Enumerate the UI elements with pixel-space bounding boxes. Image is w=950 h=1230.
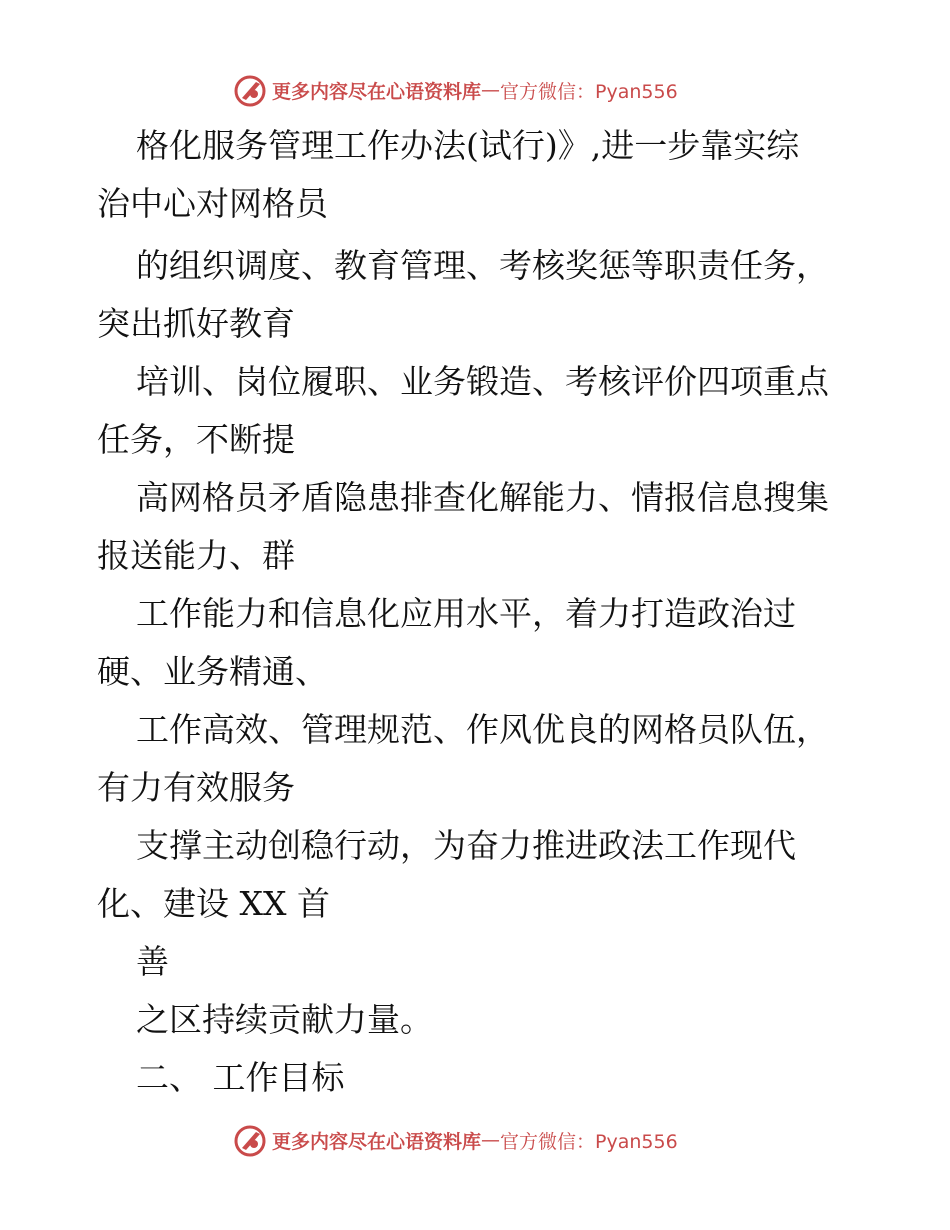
banner-separator: — <box>481 1129 501 1151</box>
banner-main-text: 更多内容尽在心语资料库 <box>272 1130 482 1153</box>
body-line: 培训、岗位履职、业务锻造、考核评价四项重点 <box>136 362 829 401</box>
body-line: 工作能力和信息化应用水平，着力打造政治过 <box>136 594 796 633</box>
body-line: 报送能力、群 <box>97 536 295 575</box>
brush-seal-icon <box>232 1122 268 1158</box>
body-line: 的组织调度、教育管理、考核奖惩等职责任务， <box>136 246 829 285</box>
body-line: 有力有效服务 <box>97 768 295 807</box>
banner-wechat-text: 官方微信：Pyan556 <box>500 80 678 103</box>
body-line: 之区持续贡献力量。 <box>136 1000 433 1039</box>
banner-separator: — <box>481 79 501 101</box>
footer-banner <box>232 1120 712 1160</box>
body-line: 突出抓好教育 <box>97 304 295 343</box>
body-line: 工作高效、管理规范、作风优良的网格员队伍， <box>136 710 829 749</box>
body-line: 治中心对网格员 <box>97 184 328 223</box>
body-line: 任务，不断提 <box>97 420 295 459</box>
body-line: 硬、业务精通、 <box>97 652 328 691</box>
body-line: 高网格员矛盾隐患排查化解能力、情报信息搜集 <box>136 478 829 517</box>
banner-main-text: 更多内容尽在心语资料库 <box>272 80 482 103</box>
body-line: 善 <box>136 942 169 981</box>
body-line: 支撑主动创稳行动，为奋力推进政法工作现代 <box>136 826 796 865</box>
section-heading: 二、 工作目标 <box>136 1058 345 1097</box>
body-line: 格化服务管理工作办法(试行)》,进一步靠实综 <box>136 126 800 165</box>
banner-wechat-text: 官方微信：Pyan556 <box>500 1130 678 1153</box>
brush-seal-icon <box>232 72 268 108</box>
header-banner <box>232 70 712 110</box>
body-line: 化、建设 XX 首 <box>97 884 330 923</box>
